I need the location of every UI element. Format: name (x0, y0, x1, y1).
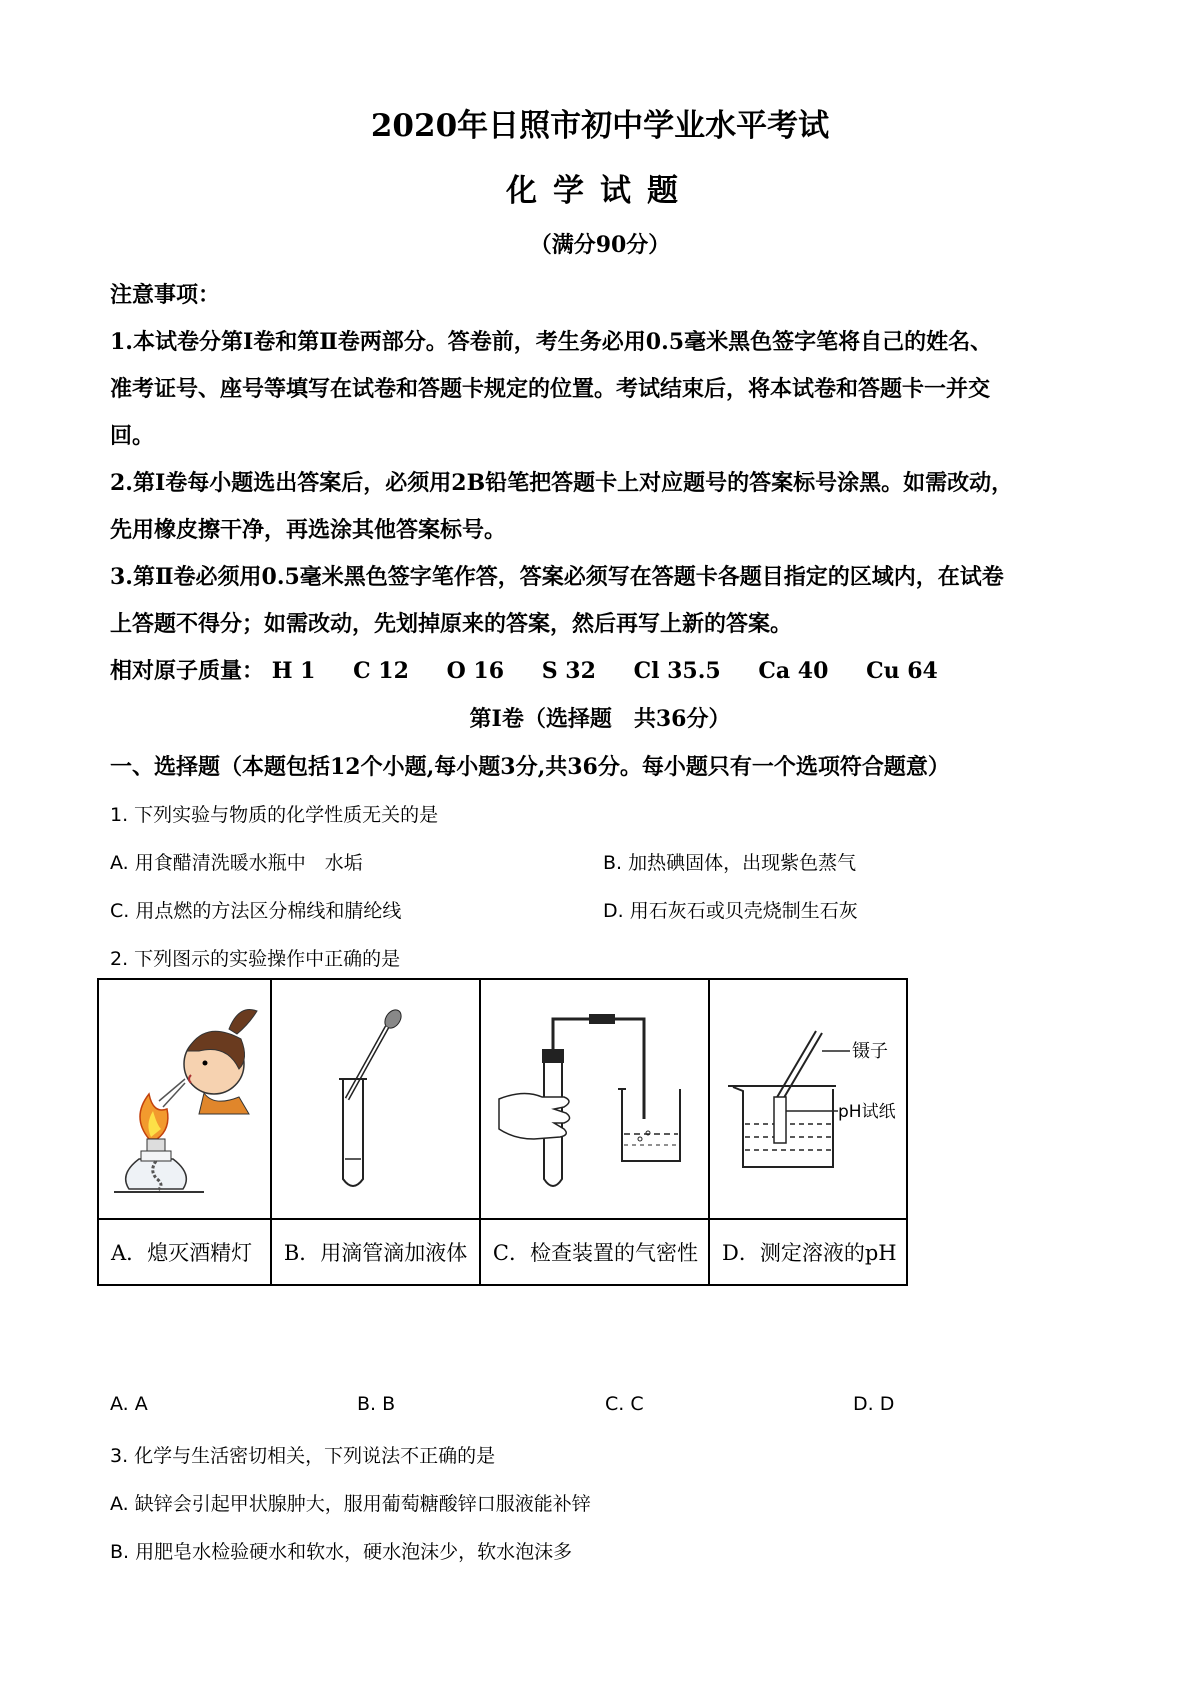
notice-heading: 注意事项： (110, 282, 221, 308)
question-2-option-a: A. A (110, 1393, 148, 1415)
notice-line: 准考证号、座号等填写在试卷和答题卡规定的位置。考试结束后，将本试卷和答题卡一并交 (110, 376, 991, 402)
question-1-option-b: B. 加热碘固体，出现紫色蒸气 (603, 852, 857, 874)
atomic-mass-item: H 1 (271, 658, 316, 684)
notice-line: 先用橡皮擦干净，再选涂其他答案标号。 (110, 517, 507, 543)
ph-measurement-illustration (718, 989, 898, 1209)
question-1-option-c: C. 用点燃的方法区分棉线和腈纶线 (110, 900, 402, 922)
notice-line: 1.本试卷分第Ⅰ卷和第Ⅱ卷两部分。答卷前，考生务必用0.5毫米黑色签字笔将自己的姓名、 (110, 329, 993, 355)
notice-line: 回。 (110, 423, 155, 449)
part-heading: 一、选择题（本题包括12个小题,每小题3分,共36分。每小题只有一个选项符合题意） (110, 754, 950, 780)
blowing-out-alcohol-lamp-illustration (109, 989, 259, 1209)
ph-paper-label: pH试纸 (838, 1102, 896, 1122)
notice-line: 2.第Ⅰ卷每小题选出答案后，必须用2B铅笔把答题卡上对应题号的答案标号涂黑。如需改动， (110, 470, 1014, 496)
question-1-option-d: D. 用石灰石或贝壳烧制生石灰 (603, 900, 858, 922)
figure-caption-a: A．熄灭酒精灯 (98, 1219, 271, 1285)
figure-d-cell (709, 979, 907, 1219)
question-2-stem: 2. 下列图示的实验操作中正确的是 (110, 948, 401, 970)
atomic-mass-line (110, 654, 938, 685)
figure-a-cell (98, 979, 271, 1219)
figure-b-cell (271, 979, 480, 1219)
atomic-mass-label: 相对原子质量： (110, 658, 265, 684)
question-3-option-b: B. 用肥皂水检验硬水和软水，硬水泡沫少，软水泡沫多 (110, 1541, 573, 1563)
figure-c-cell (480, 979, 709, 1219)
figure-caption-c: C．检查装置的气密性 (480, 1219, 709, 1285)
atomic-mass-item: S 32 (541, 658, 596, 684)
dropper-test-tube-illustration (315, 989, 435, 1209)
question-2-figure-table (97, 978, 908, 1286)
exam-title: 2020年日照市初中学业水平考试 (370, 108, 830, 144)
tweezers-label: 镊子 (852, 1041, 888, 1062)
atomic-mass-item: O 16 (446, 658, 505, 684)
question-2-option-c: C. C (605, 1393, 644, 1415)
figure-caption-b: B．用滴管滴加液体 (271, 1219, 480, 1285)
atomic-mass-item: Ca 40 (758, 658, 829, 684)
atomic-mass-item: Cu 64 (866, 658, 938, 684)
subject-title: 化学试题 (506, 173, 694, 209)
atomic-mass-item: Cl 35.5 (633, 658, 721, 684)
question-2-option-b: B. B (357, 1393, 396, 1415)
figure-caption-d: D．测定溶液的pH (709, 1219, 907, 1285)
airtightness-check-illustration (494, 989, 694, 1209)
question-1-stem: 1. 下列实验与物质的化学性质无关的是 (110, 804, 439, 826)
notice-line: 上答题不得分；如需改动，先划掉原来的答案，然后再写上新的答案。 (110, 611, 793, 637)
question-1-option-a: A. 用食醋清洗暖水瓶中 水垢 (110, 852, 363, 874)
question-3-stem: 3. 化学与生活密切相关，下列说法不正确的是 (110, 1445, 496, 1467)
question-2-option-d: D. D (853, 1393, 895, 1415)
notice-line: 3.第Ⅱ卷必须用0.5毫米黑色签字笔作答，答案必须写在答题卡各题目指定的区域内，在试卷 (110, 564, 1004, 590)
atomic-mass-item: C 12 (353, 658, 409, 684)
question-3-option-a: A. 缺锌会引起甲状腺肿大，服用葡萄糖酸锌口服液能补锌 (110, 1493, 591, 1515)
score-note: （满分90分） (529, 232, 671, 258)
section-heading: 第Ⅰ卷（选择题 共36分） (469, 706, 731, 732)
